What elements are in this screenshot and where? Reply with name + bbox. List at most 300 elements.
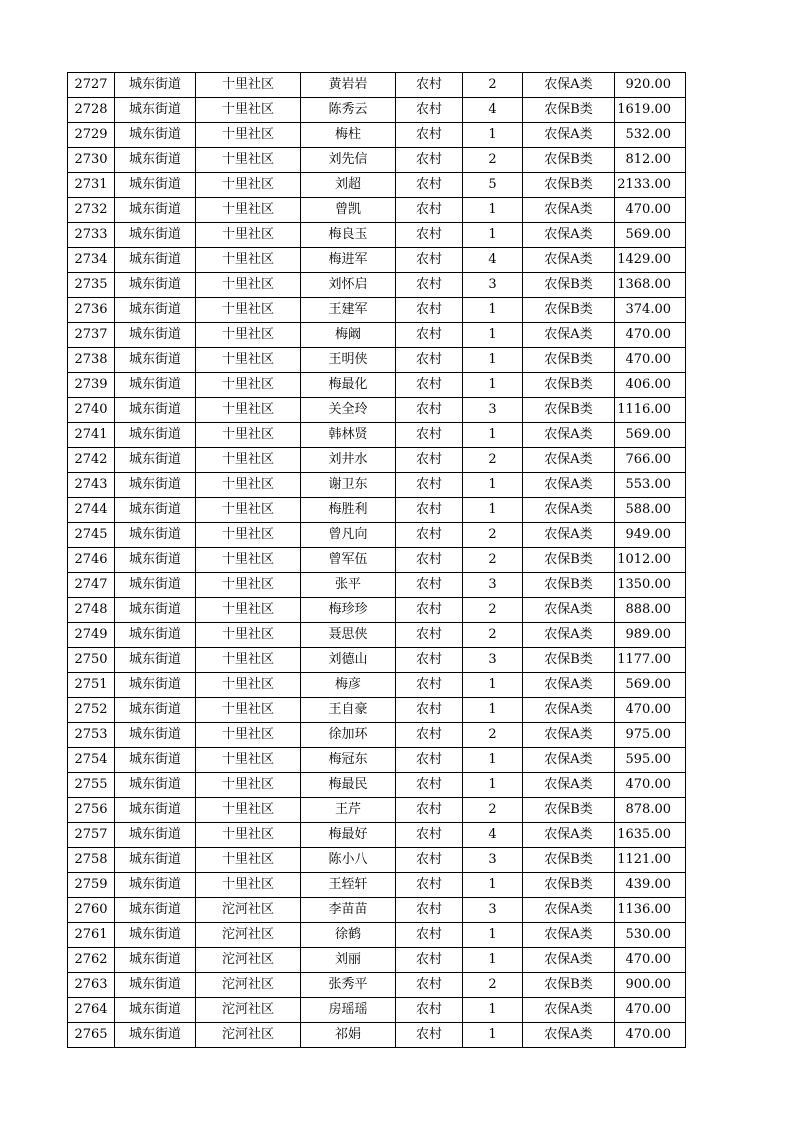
insurance-type-cell: 农保A类 (523, 823, 615, 848)
table-row (68, 848, 686, 873)
area-type-cell: 农村 (396, 823, 463, 848)
area-type-cell: 农村 (396, 673, 463, 698)
name-cell: 梅珍珍 (301, 598, 396, 623)
street-cell: 城东街道 (115, 298, 196, 323)
name-cell: 刘怀启 (301, 273, 396, 298)
insurance-type-cell: 农保A类 (523, 223, 615, 248)
amount-cell: 470.00 (615, 198, 686, 223)
area-type-cell: 农村 (396, 698, 463, 723)
household-size-cell: 2 (463, 623, 523, 648)
area-type-cell: 农村 (396, 298, 463, 323)
amount-cell: 1177.00 (615, 648, 686, 673)
street-cell: 城东街道 (115, 723, 196, 748)
street-cell: 城东街道 (115, 898, 196, 923)
insurance-type-cell: 农保A类 (523, 723, 615, 748)
street-cell: 城东街道 (115, 598, 196, 623)
table-row (68, 423, 686, 448)
area-type-cell: 农村 (396, 998, 463, 1023)
street-cell: 城东街道 (115, 998, 196, 1023)
row-number-cell: 2727 (68, 73, 115, 98)
insurance-type-cell: 农保A类 (523, 623, 615, 648)
area-type-cell: 农村 (396, 798, 463, 823)
area-type-cell: 农村 (396, 448, 463, 473)
area-type-cell: 农村 (396, 498, 463, 523)
table-row (68, 123, 686, 148)
name-cell: 张秀平 (301, 973, 396, 998)
community-cell: 沱河社区 (196, 998, 301, 1023)
community-cell: 十里社区 (196, 723, 301, 748)
table-row (68, 473, 686, 498)
name-cell: 梅良玉 (301, 223, 396, 248)
community-cell: 十里社区 (196, 773, 301, 798)
community-cell: 十里社区 (196, 223, 301, 248)
name-cell: 陈小八 (301, 848, 396, 873)
household-size-cell: 1 (463, 323, 523, 348)
street-cell: 城东街道 (115, 1023, 196, 1048)
row-number-cell: 2755 (68, 773, 115, 798)
household-size-cell: 1 (463, 298, 523, 323)
name-cell: 刘井水 (301, 448, 396, 473)
street-cell: 城东街道 (115, 248, 196, 273)
row-number-cell: 2741 (68, 423, 115, 448)
street-cell: 城东街道 (115, 948, 196, 973)
insurance-type-cell: 农保A类 (523, 73, 615, 98)
amount-cell: 900.00 (615, 973, 686, 998)
name-cell: 韩林贤 (301, 423, 396, 448)
community-cell: 十里社区 (196, 798, 301, 823)
insurance-type-cell: 农保A类 (523, 448, 615, 473)
street-cell: 城东街道 (115, 348, 196, 373)
area-type-cell: 农村 (396, 198, 463, 223)
name-cell: 刘丽 (301, 948, 396, 973)
community-cell: 十里社区 (196, 348, 301, 373)
row-number-cell: 2762 (68, 948, 115, 973)
amount-cell: 920.00 (615, 73, 686, 98)
table-row (68, 498, 686, 523)
community-cell: 十里社区 (196, 473, 301, 498)
household-size-cell: 1 (463, 473, 523, 498)
area-type-cell: 农村 (396, 723, 463, 748)
community-cell: 十里社区 (196, 748, 301, 773)
amount-cell: 975.00 (615, 723, 686, 748)
area-type-cell: 农村 (396, 423, 463, 448)
street-cell: 城东街道 (115, 748, 196, 773)
community-cell: 沱河社区 (196, 948, 301, 973)
table-row (68, 573, 686, 598)
insurance-type-cell: 农保B类 (523, 273, 615, 298)
row-number-cell: 2743 (68, 473, 115, 498)
amount-cell: 530.00 (615, 923, 686, 948)
insurance-type-cell: 农保A类 (523, 948, 615, 973)
table-row (68, 323, 686, 348)
community-cell: 十里社区 (196, 573, 301, 598)
area-type-cell: 农村 (396, 323, 463, 348)
name-cell: 聂思侠 (301, 623, 396, 648)
insurance-type-cell: 农保B类 (523, 548, 615, 573)
street-cell: 城东街道 (115, 323, 196, 348)
community-cell: 沱河社区 (196, 898, 301, 923)
table-row (68, 148, 686, 173)
household-size-cell: 3 (463, 273, 523, 298)
amount-cell: 406.00 (615, 373, 686, 398)
household-size-cell: 1 (463, 423, 523, 448)
amount-cell: 588.00 (615, 498, 686, 523)
street-cell: 城东街道 (115, 398, 196, 423)
table-row (68, 773, 686, 798)
row-number-cell: 2751 (68, 673, 115, 698)
row-number-cell: 2754 (68, 748, 115, 773)
amount-cell: 532.00 (615, 123, 686, 148)
household-size-cell: 2 (463, 73, 523, 98)
row-number-cell: 2735 (68, 273, 115, 298)
row-number-cell: 2750 (68, 648, 115, 673)
table-row (68, 673, 686, 698)
table-row (68, 723, 686, 748)
name-cell: 梅最民 (301, 773, 396, 798)
insurance-type-cell: 农保A类 (523, 498, 615, 523)
area-type-cell: 农村 (396, 623, 463, 648)
amount-cell: 595.00 (615, 748, 686, 773)
name-cell: 陈秀云 (301, 98, 396, 123)
community-cell: 十里社区 (196, 398, 301, 423)
insurance-type-cell: 农保A类 (523, 898, 615, 923)
community-cell: 十里社区 (196, 498, 301, 523)
community-cell: 十里社区 (196, 673, 301, 698)
row-number-cell: 2740 (68, 398, 115, 423)
amount-cell: 569.00 (615, 673, 686, 698)
street-cell: 城东街道 (115, 148, 196, 173)
household-size-cell: 1 (463, 123, 523, 148)
insurance-type-cell: 农保A类 (523, 673, 615, 698)
insurance-type-cell: 农保B类 (523, 398, 615, 423)
name-cell: 李苗苗 (301, 898, 396, 923)
household-size-cell: 5 (463, 173, 523, 198)
amount-cell: 888.00 (615, 598, 686, 623)
household-size-cell: 3 (463, 898, 523, 923)
insurance-type-cell: 农保B类 (523, 648, 615, 673)
table-row (68, 548, 686, 573)
amount-cell: 1350.00 (615, 573, 686, 598)
table-row (68, 998, 686, 1023)
street-cell: 城东街道 (115, 273, 196, 298)
area-type-cell: 农村 (396, 248, 463, 273)
amount-cell: 470.00 (615, 1023, 686, 1048)
community-cell: 十里社区 (196, 523, 301, 548)
row-number-cell: 2764 (68, 998, 115, 1023)
area-type-cell: 农村 (396, 548, 463, 573)
name-cell: 刘超 (301, 173, 396, 198)
name-cell: 张平 (301, 573, 396, 598)
row-number-cell: 2738 (68, 348, 115, 373)
insurance-type-cell: 农保A类 (523, 248, 615, 273)
name-cell: 梅彦 (301, 673, 396, 698)
row-number-cell: 2752 (68, 698, 115, 723)
community-cell: 十里社区 (196, 273, 301, 298)
street-cell: 城东街道 (115, 73, 196, 98)
household-size-cell: 2 (463, 598, 523, 623)
area-type-cell: 农村 (396, 223, 463, 248)
household-size-cell: 3 (463, 648, 523, 673)
street-cell: 城东街道 (115, 673, 196, 698)
row-number-cell: 2761 (68, 923, 115, 948)
area-type-cell: 农村 (396, 473, 463, 498)
row-number-cell: 2745 (68, 523, 115, 548)
row-number-cell: 2748 (68, 598, 115, 623)
area-type-cell: 农村 (396, 898, 463, 923)
household-size-cell: 4 (463, 248, 523, 273)
street-cell: 城东街道 (115, 698, 196, 723)
row-number-cell: 2760 (68, 898, 115, 923)
household-size-cell: 1 (463, 673, 523, 698)
community-cell: 沱河社区 (196, 923, 301, 948)
household-size-cell: 2 (463, 148, 523, 173)
insurance-type-cell: 农保B类 (523, 98, 615, 123)
community-cell: 十里社区 (196, 698, 301, 723)
amount-cell: 439.00 (615, 873, 686, 898)
table-row (68, 173, 686, 198)
name-cell: 曾凯 (301, 198, 396, 223)
area-type-cell: 农村 (396, 948, 463, 973)
street-cell: 城东街道 (115, 773, 196, 798)
area-type-cell: 农村 (396, 273, 463, 298)
table-row (68, 448, 686, 473)
name-cell: 祁娟 (301, 1023, 396, 1048)
area-type-cell: 农村 (396, 773, 463, 798)
community-cell: 十里社区 (196, 248, 301, 273)
household-size-cell: 1 (463, 373, 523, 398)
community-cell: 沱河社区 (196, 973, 301, 998)
household-size-cell: 2 (463, 548, 523, 573)
table-row (68, 898, 686, 923)
name-cell: 梅最化 (301, 373, 396, 398)
insurance-type-cell: 农保A类 (523, 598, 615, 623)
name-cell: 梅胜利 (301, 498, 396, 523)
area-type-cell: 农村 (396, 348, 463, 373)
row-number-cell: 2756 (68, 798, 115, 823)
household-size-cell: 1 (463, 773, 523, 798)
area-type-cell: 农村 (396, 648, 463, 673)
table-row (68, 273, 686, 298)
table-row (68, 823, 686, 848)
area-type-cell: 农村 (396, 848, 463, 873)
street-cell: 城东街道 (115, 198, 196, 223)
name-cell: 关全玲 (301, 398, 396, 423)
row-number-cell: 2757 (68, 823, 115, 848)
amount-cell: 2133.00 (615, 173, 686, 198)
insurance-type-cell: 农保A类 (523, 1023, 615, 1048)
insurance-type-cell: 农保B类 (523, 173, 615, 198)
street-cell: 城东街道 (115, 973, 196, 998)
area-type-cell: 农村 (396, 148, 463, 173)
amount-cell: 812.00 (615, 148, 686, 173)
name-cell: 王建军 (301, 298, 396, 323)
table-row (68, 698, 686, 723)
area-type-cell: 农村 (396, 598, 463, 623)
area-type-cell: 农村 (396, 873, 463, 898)
table-row (68, 73, 686, 98)
community-cell: 十里社区 (196, 623, 301, 648)
row-number-cell: 2746 (68, 548, 115, 573)
table-row (68, 873, 686, 898)
table-row (68, 748, 686, 773)
community-cell: 十里社区 (196, 298, 301, 323)
amount-cell: 766.00 (615, 448, 686, 473)
table-row (68, 798, 686, 823)
amount-cell: 878.00 (615, 798, 686, 823)
area-type-cell: 农村 (396, 398, 463, 423)
amount-cell: 1012.00 (615, 548, 686, 573)
row-number-cell: 2758 (68, 848, 115, 873)
amount-cell: 470.00 (615, 698, 686, 723)
table-row (68, 648, 686, 673)
street-cell: 城东街道 (115, 223, 196, 248)
household-size-cell: 3 (463, 848, 523, 873)
street-cell: 城东街道 (115, 173, 196, 198)
row-number-cell: 2753 (68, 723, 115, 748)
amount-cell: 1368.00 (615, 273, 686, 298)
community-cell: 十里社区 (196, 648, 301, 673)
name-cell: 梅最好 (301, 823, 396, 848)
row-number-cell: 2732 (68, 198, 115, 223)
table-row (68, 523, 686, 548)
name-cell: 梅进军 (301, 248, 396, 273)
household-size-cell: 2 (463, 523, 523, 548)
insurance-type-cell: 农保B类 (523, 573, 615, 598)
household-size-cell: 2 (463, 448, 523, 473)
data-table (67, 72, 686, 1048)
community-cell: 十里社区 (196, 73, 301, 98)
household-size-cell: 1 (463, 348, 523, 373)
street-cell: 城东街道 (115, 423, 196, 448)
row-number-cell: 2731 (68, 173, 115, 198)
household-size-cell: 2 (463, 723, 523, 748)
table-row (68, 623, 686, 648)
community-cell: 十里社区 (196, 123, 301, 148)
street-cell: 城东街道 (115, 623, 196, 648)
row-number-cell: 2744 (68, 498, 115, 523)
table-row (68, 223, 686, 248)
name-cell: 王明侠 (301, 348, 396, 373)
row-number-cell: 2737 (68, 323, 115, 348)
row-number-cell: 2759 (68, 873, 115, 898)
row-number-cell: 2736 (68, 298, 115, 323)
street-cell: 城东街道 (115, 873, 196, 898)
street-cell: 城东街道 (115, 373, 196, 398)
amount-cell: 1121.00 (615, 848, 686, 873)
row-number-cell: 2739 (68, 373, 115, 398)
amount-cell: 470.00 (615, 323, 686, 348)
name-cell: 梅冠东 (301, 748, 396, 773)
amount-cell: 1429.00 (615, 248, 686, 273)
row-number-cell: 2734 (68, 248, 115, 273)
street-cell: 城东街道 (115, 798, 196, 823)
table-row (68, 973, 686, 998)
insurance-type-cell: 农保B类 (523, 373, 615, 398)
row-number-cell: 2749 (68, 623, 115, 648)
household-size-cell: 4 (463, 98, 523, 123)
household-size-cell: 1 (463, 873, 523, 898)
household-size-cell: 1 (463, 748, 523, 773)
amount-cell: 989.00 (615, 623, 686, 648)
insurance-type-cell: 农保B类 (523, 873, 615, 898)
street-cell: 城东街道 (115, 523, 196, 548)
household-size-cell: 1 (463, 923, 523, 948)
community-cell: 十里社区 (196, 323, 301, 348)
household-size-cell: 1 (463, 1023, 523, 1048)
household-size-cell: 2 (463, 798, 523, 823)
street-cell: 城东街道 (115, 498, 196, 523)
name-cell: 徐鹤 (301, 923, 396, 948)
insurance-type-cell: 农保A类 (523, 748, 615, 773)
community-cell: 沱河社区 (196, 1023, 301, 1048)
area-type-cell: 农村 (396, 98, 463, 123)
insurance-type-cell: 农保A类 (523, 998, 615, 1023)
household-size-cell: 1 (463, 498, 523, 523)
area-type-cell: 农村 (396, 73, 463, 98)
name-cell: 谢卫东 (301, 473, 396, 498)
table-row (68, 248, 686, 273)
table-row (68, 198, 686, 223)
community-cell: 十里社区 (196, 198, 301, 223)
amount-cell: 553.00 (615, 473, 686, 498)
amount-cell: 470.00 (615, 348, 686, 373)
row-number-cell: 2730 (68, 148, 115, 173)
row-number-cell: 2742 (68, 448, 115, 473)
amount-cell: 1619.00 (615, 98, 686, 123)
name-cell: 梅阚 (301, 323, 396, 348)
insurance-type-cell: 农保B类 (523, 798, 615, 823)
community-cell: 十里社区 (196, 173, 301, 198)
community-cell: 十里社区 (196, 98, 301, 123)
insurance-type-cell: 农保A类 (523, 923, 615, 948)
name-cell: 刘先信 (301, 148, 396, 173)
name-cell: 房瑶瑶 (301, 998, 396, 1023)
area-type-cell: 农村 (396, 973, 463, 998)
community-cell: 十里社区 (196, 598, 301, 623)
street-cell: 城东街道 (115, 98, 196, 123)
street-cell: 城东街道 (115, 473, 196, 498)
amount-cell: 569.00 (615, 223, 686, 248)
table-row (68, 598, 686, 623)
table-row (68, 948, 686, 973)
street-cell: 城东街道 (115, 823, 196, 848)
community-cell: 十里社区 (196, 373, 301, 398)
amount-cell: 1116.00 (615, 398, 686, 423)
area-type-cell: 农村 (396, 123, 463, 148)
household-size-cell: 3 (463, 398, 523, 423)
community-cell: 十里社区 (196, 148, 301, 173)
amount-cell: 374.00 (615, 298, 686, 323)
name-cell: 王轾轩 (301, 873, 396, 898)
household-size-cell: 1 (463, 198, 523, 223)
household-size-cell: 1 (463, 698, 523, 723)
area-type-cell: 农村 (396, 1023, 463, 1048)
table-row (68, 373, 686, 398)
row-number-cell: 2733 (68, 223, 115, 248)
insurance-type-cell: 农保B类 (523, 148, 615, 173)
insurance-type-cell: 农保A类 (523, 323, 615, 348)
street-cell: 城东街道 (115, 123, 196, 148)
table-row (68, 923, 686, 948)
community-cell: 十里社区 (196, 848, 301, 873)
insurance-type-cell: 农保A类 (523, 473, 615, 498)
household-size-cell: 1 (463, 223, 523, 248)
household-size-cell: 1 (463, 948, 523, 973)
insurance-type-cell: 农保B类 (523, 848, 615, 873)
name-cell: 王自豪 (301, 698, 396, 723)
name-cell: 曾凡向 (301, 523, 396, 548)
table-row (68, 98, 686, 123)
